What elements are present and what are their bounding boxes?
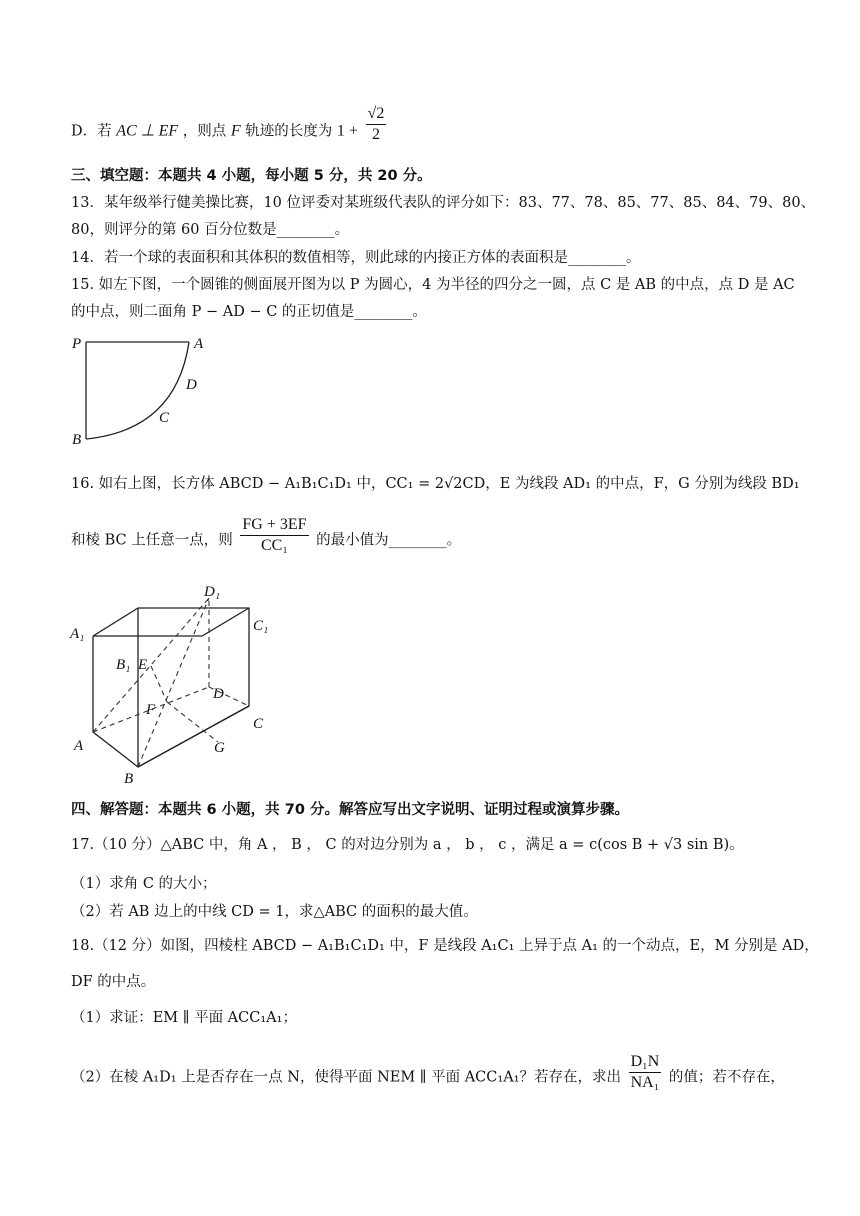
seg-fg [167, 702, 218, 742]
label-f: F [146, 702, 156, 718]
cuboid-figure [66, 580, 286, 790]
q13-line1: 13．某年级举行健美操比赛，10 位评委对某班级代表队的评分如下：83、77、78、85、77、85、84、79、80、 [71, 195, 816, 211]
label-c1: C₁ [253, 618, 269, 634]
section3-title: 三、填空题：本题共 4 小题，每小题 5 分，共 20 分。 [71, 168, 432, 184]
option-d-condition: AC ⊥ EF [116, 122, 179, 140]
label-d: D [213, 686, 224, 702]
option-d-prefix: D．若 [71, 123, 112, 140]
section4-title: 四、解答题：本题共 6 小题，共 70 分。解答应写出文字说明、证明过程或演算步骤。 [71, 802, 629, 818]
q16-frac-numerator: FG + 3EF [240, 515, 308, 536]
label-c: C [159, 410, 170, 426]
option-d-denominator: 2 [371, 126, 380, 143]
q18-frac-numerator: D₁N [629, 1052, 662, 1073]
label-d1: D₁ [204, 584, 221, 600]
q18-frac-denominator: NA₁ [630, 1074, 660, 1091]
seg-ef [151, 666, 167, 702]
option-d-middle: ，则点 [182, 123, 227, 140]
q18-fraction [629, 1052, 662, 1093]
label-p: P [72, 336, 82, 352]
q16-line2-a: 和棱 BC 上任意一点，则 [71, 532, 233, 549]
q18-line2: DF 的中点。 [71, 974, 156, 990]
q18-part2 [71, 1053, 785, 1093]
q18-part2-b: 的值；若不存在， [668, 1069, 785, 1086]
label-e: E [138, 657, 148, 673]
label-d: D [186, 377, 197, 393]
option-d [71, 105, 389, 145]
label-b: B [124, 771, 134, 787]
cuboid-outline [93, 608, 249, 767]
q16-line2-b: 的最小值为________。 [316, 532, 462, 549]
q17-part1: （1）求角 C 的大小； [71, 876, 217, 892]
label-a: A [194, 336, 204, 352]
diag-bd1 [138, 598, 209, 767]
label-c: C [253, 716, 264, 732]
q14-text: 14．若一个球的表面积和其体积的数值相等，则此球的内接正方体的表面积是________。 [71, 250, 641, 266]
option-d-numerator: √2 [366, 104, 387, 125]
q13-line2: 80，则评分的第 60 百分位数是________。 [71, 222, 350, 238]
option-d-var: F [230, 122, 241, 140]
quarter-circle-figure [66, 330, 216, 450]
label-a1: A₁ [70, 626, 85, 642]
q15-line2: 的中点，则二面角 P − AD − C 的正切值是________。 [71, 304, 427, 320]
q18-line1: 18.（12 分）如图，四棱柱 ABCD − A₁B₁C₁D₁ 中，F 是线段 A₁C₁ 上异于点 A₁ 的一个动点，E，M 分别是 AD， [71, 938, 819, 954]
option-d-tail: 轨迹的长度为 [245, 123, 333, 140]
label-b: B [72, 432, 82, 448]
q17-part2: （2）若 AB 边上的中线 CD = 1，求△ABC 的面积的最大值。 [71, 904, 478, 920]
q16-frac-denominator: CC₁ [260, 537, 288, 554]
label-b1: B₁ [116, 657, 131, 673]
q16-line1: 16. 如右上图，长方体 ABCD − A₁B₁C₁D₁ 中，CC₁ = 2√2CD，E 为线段 AD₁ 的中点，F，G 分别为线段 BD₁ [71, 476, 800, 492]
q16-line2 [71, 516, 462, 556]
q15-line1: 15. 如左下图，一个圆锥的侧面展开图为以 P 为圆心，4 为半径的四分之一圆，点 C 是 AB 的中点，点 D 是 AC [71, 277, 795, 293]
option-d-expr-lead: 1 + [336, 122, 358, 140]
label-g: G [214, 740, 225, 756]
q18-part2-a: （2）在棱 A₁D₁ 上是否存在一点 N，使得平面 NEM ∥ 平面 ACC₁A₁？若存在，求出 [71, 1069, 621, 1086]
label-a: A [74, 738, 84, 754]
q18-part1: （1）求证：EM ∥ 平面 ACC₁A₁； [71, 1010, 297, 1026]
arc-ab [86, 342, 189, 439]
q16-fraction [240, 515, 308, 556]
q17-stem: 17.（10 分）△ABC 中，角 A ， B ， C 的对边分别为 a ， b ， c ，满足 a = c(cos B + √3 sin B)。 [71, 837, 744, 853]
option-d-fraction [366, 104, 387, 145]
